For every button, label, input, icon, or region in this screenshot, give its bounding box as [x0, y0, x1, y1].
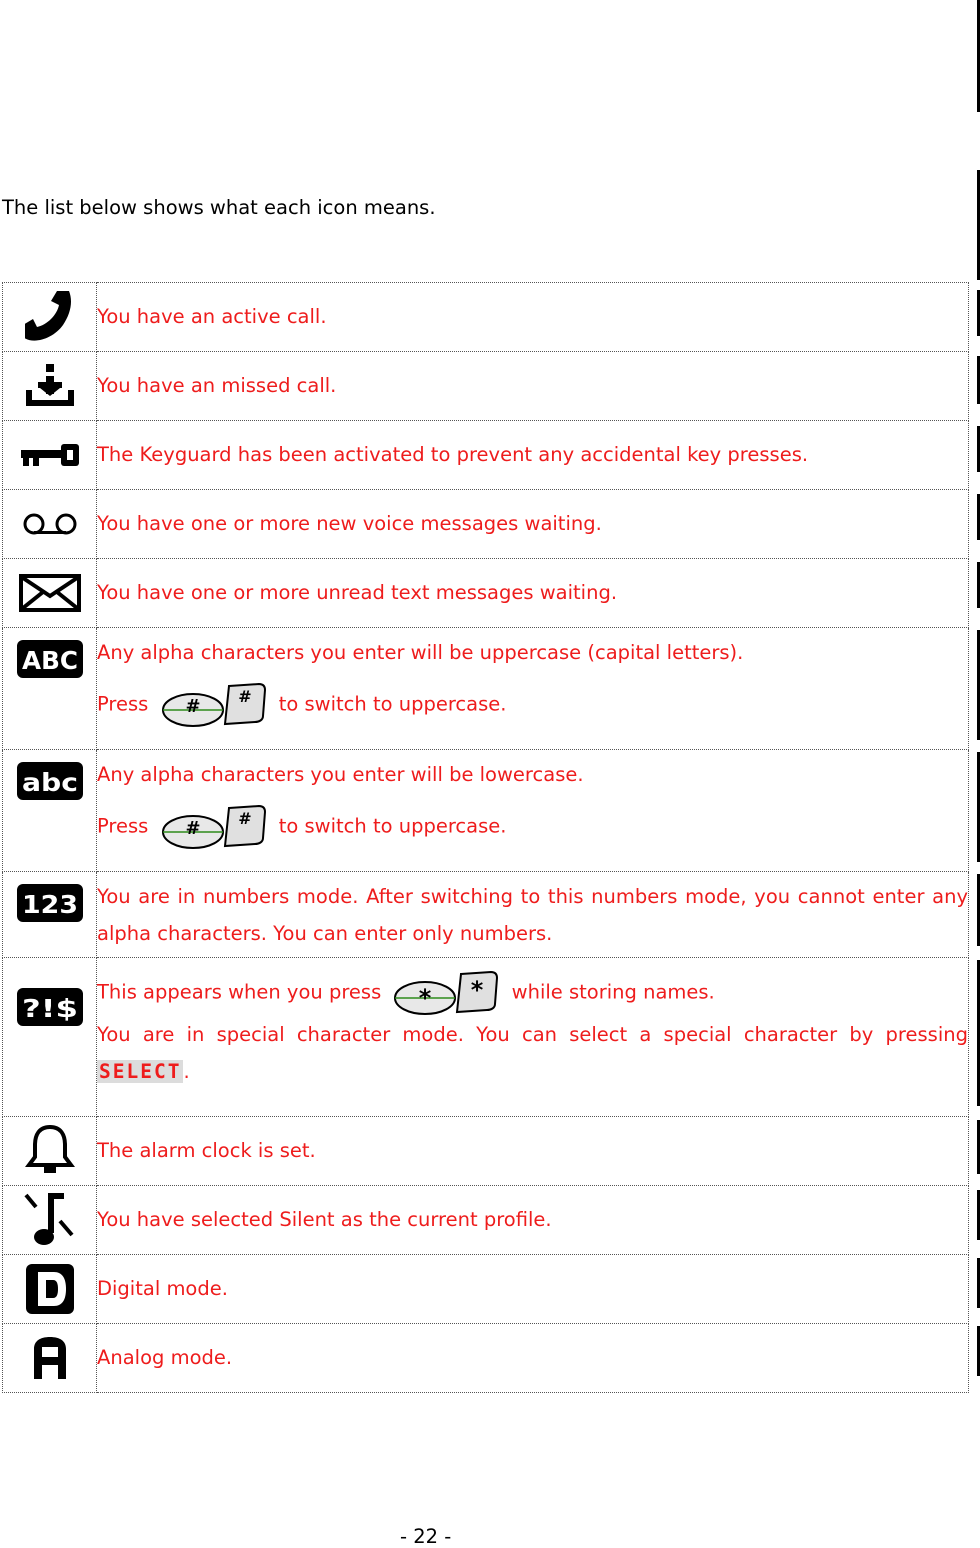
hash-key-icon — [159, 802, 269, 852]
table-row — [3, 490, 969, 559]
description-text: The alarm clock is set. — [97, 1139, 316, 1162]
missed-call-icon — [24, 364, 76, 408]
description-cell — [97, 352, 969, 421]
icon-cell — [3, 283, 97, 352]
description-text: This appears when you press — [97, 980, 382, 1004]
keyguard-icon — [19, 442, 81, 468]
icon-cell — [3, 1324, 97, 1393]
abc-uppercase-icon — [17, 640, 83, 678]
icon-cell — [3, 352, 97, 421]
press-label: Press — [97, 814, 149, 838]
description-text: You have selected Silent as the current profile. — [97, 1208, 552, 1231]
star-key-label: * — [419, 984, 432, 1012]
special-char-icon — [17, 988, 83, 1026]
description-text: while storing names. — [511, 980, 715, 1004]
description-text: You are in special character mode. You can select a special character by pressing — [97, 1023, 968, 1046]
description-text: You have an missed call. — [97, 374, 337, 397]
icon-cell — [3, 958, 97, 1117]
table-row — [3, 421, 969, 490]
description-text: You have one or more new voice messages waiting. — [97, 512, 602, 535]
table-row — [3, 750, 969, 872]
description-cell — [97, 750, 969, 872]
digital-mode-icon — [26, 1264, 74, 1314]
star-key-label: * — [471, 976, 484, 1004]
table-row — [3, 559, 969, 628]
description-cell — [97, 1255, 969, 1324]
switch-text: to switch to uppercase. — [278, 814, 507, 838]
icon-cell — [3, 1117, 97, 1186]
period: . — [183, 1060, 190, 1083]
icon-cell — [3, 628, 97, 750]
description-text: You are in numbers mode. After switching to this numbers mode, you cannot enter any alpha characters. You can enter only numbers. — [97, 884, 968, 945]
active-call-icon — [25, 289, 75, 345]
description-cell — [97, 421, 969, 490]
svg-text:123: 123 — [21, 890, 78, 919]
table-row — [3, 958, 969, 1117]
svg-text:abc: abc — [21, 768, 78, 797]
star-key-icon — [391, 968, 501, 1018]
select-key-label: SELECT — [99, 1060, 182, 1083]
description-cell — [97, 283, 969, 352]
icon-cell — [3, 421, 97, 490]
abc-lowercase-icon — [17, 762, 83, 800]
description-cell — [97, 1324, 969, 1393]
icon-cell — [3, 1255, 97, 1324]
table-row — [3, 1186, 969, 1255]
table-row — [3, 283, 969, 352]
hash-key-label: # — [184, 818, 201, 839]
description-cell — [97, 559, 969, 628]
description-text: Digital mode. — [97, 1277, 228, 1300]
table-row — [3, 1255, 969, 1324]
hash-key-label: # — [237, 687, 252, 706]
description-cell — [97, 490, 969, 559]
description-text: You have one or more unread text messages waiting. — [97, 581, 618, 604]
silent-profile-icon — [24, 1191, 76, 1249]
icon-cell — [3, 490, 97, 559]
hash-key-label: # — [184, 696, 201, 717]
description-cell — [97, 628, 969, 750]
icon-legend-table — [2, 282, 969, 1393]
table-row — [3, 872, 969, 958]
press-label: Press — [97, 692, 149, 716]
description-cell — [97, 1117, 969, 1186]
icon-cell — [3, 559, 97, 628]
intro-text: The list below shows what each icon means. — [2, 196, 436, 219]
table-row — [3, 352, 969, 421]
description-cell — [97, 958, 969, 1117]
svg-text:ABC: ABC — [21, 646, 78, 675]
description-text: The Keyguard has been activated to prevent any accidental key presses. — [97, 443, 809, 466]
description-text: Any alpha characters you enter will be uppercase (capital letters). — [97, 641, 744, 664]
description-text: You have an active call. — [97, 305, 327, 328]
description-text: Any alpha characters you enter will be lowercase. — [97, 763, 584, 786]
hash-key-button — [159, 802, 269, 852]
alarm-bell-icon — [25, 1123, 75, 1179]
envelope-icon — [19, 574, 81, 612]
description-cell — [97, 872, 969, 958]
hash-key-icon — [159, 680, 269, 730]
hash-key-label: # — [237, 809, 252, 828]
analog-mode-icon — [30, 1335, 70, 1381]
voicemail-icon — [21, 512, 79, 536]
description-text: Analog mode. — [97, 1346, 233, 1369]
icon-cell — [3, 750, 97, 872]
hash-key-button — [159, 680, 269, 730]
star-key-button — [391, 968, 501, 1018]
svg-text:?!$: ?!$ — [21, 994, 78, 1023]
icon-cell — [3, 872, 97, 958]
table-row — [3, 1324, 969, 1393]
description-cell — [97, 1186, 969, 1255]
table-row — [3, 1117, 969, 1186]
table-row — [3, 628, 969, 750]
numbers-mode-icon — [17, 884, 83, 922]
page-number: - 22 - — [400, 1525, 452, 1548]
switch-text: to switch to uppercase. — [278, 692, 507, 716]
icon-cell — [3, 1186, 97, 1255]
